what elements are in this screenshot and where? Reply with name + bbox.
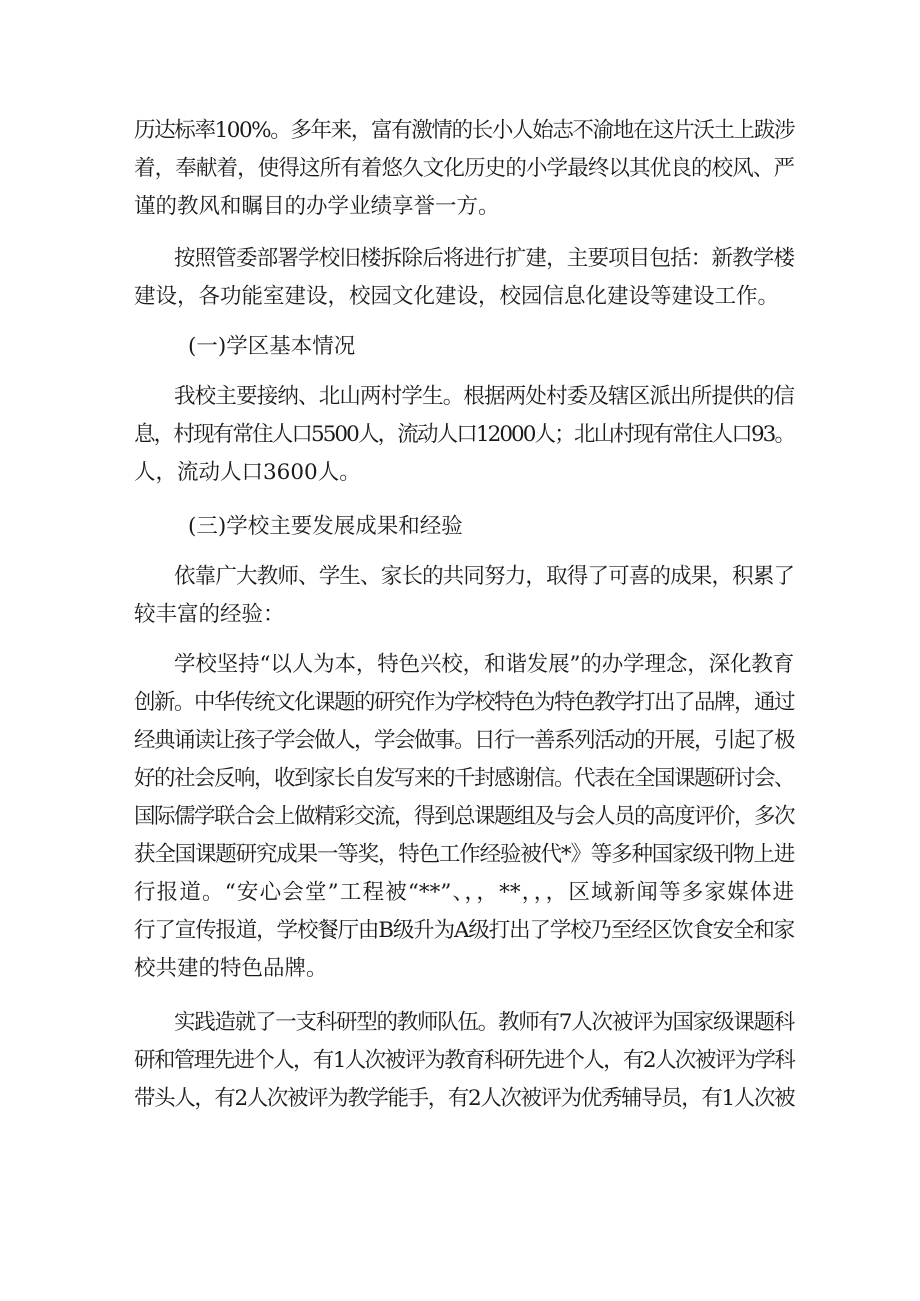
paragraph-6 [134,1004,794,1118]
text-line: 按照管委部署学校旧楼拆除后将进行扩建，主要项目包括：新教学楼 [174,246,794,271]
document-body [134,112,794,1118]
paragraph-1 [134,112,794,226]
paragraph-3 [134,378,794,492]
paragraph-5 [134,646,794,988]
text-line: 国际儒学联合会上做精彩交流，得到总课题组及与会人员的高度评价，多次 [134,804,795,829]
paragraph-2 [134,240,794,316]
text-line: 经典诵读让孩子学会做人，学会做事。日行一善系列活动的开展，引起了极 [134,728,795,753]
paragraph-4 [134,558,794,634]
text-line: 谨的教风和瞩目的办学业绩享誉一方。 [134,194,500,219]
text-line: 建设，各功能室建设，校园文化建设，校园信息化建设等建设工作。 [134,284,780,309]
text-line: 依靠广大教师、学生、家长的共同努力，取得了可喜的成果，积累了 [174,564,794,589]
text-line: 着，奉献着，使得这所有着悠久文化历史的小学最终以其优良的校风、严 [134,156,794,181]
text-line: 历达标率100%。多年来，富有激情的长小人始志不渝地在这片沃土上跋涉 [134,118,794,143]
text-line: 息，村现有常住人口5500人，流动人口12000人；北山村现有常住人口93。 [134,422,794,447]
text-line: 行报道。“安心会堂”工程被“**”、，，**，，，区域新闻等多家媒体进 [134,880,794,905]
text-line: 带头人，有2人次被评为教学能手，有2人次被评为优秀辅导员，有1人次被 [134,1086,794,1111]
section-heading-1: (一)学区基本情况 [188,334,356,359]
section-heading-2: (三)学校主要发展成果和经验 [188,514,463,539]
text-line: 获全国课题研究成果一等奖，特色工作经验被代*》等多种国家级刊物上进 [134,842,794,867]
text-line: 校共建的特色品牌。 [134,956,328,981]
text-line: 好的社会反响，收到家长自发写来的千封感谢信。代表在全国课题研讨会、 [134,766,795,791]
text-line: 人，流动人口3600人。 [134,460,361,485]
text-line: 我校主要接纳、北山两村学生。根据两处村委及辖区派出所提供的信 [174,384,794,409]
text-line: 学校坚持“以人为本，特色兴校，和谐发展”的办学理念，深化教育 [174,652,794,677]
text-line: 较丰富的经验： [134,602,285,627]
text-line: 实践造就了一支科研型的教师队伍。教师有7人次被评为国家级课题科 [174,1010,794,1035]
text-line: 研和管理先进个人，有1人次被评为教育科研先进个人，有2人次被评为学科 [134,1048,794,1073]
text-line: 创新。中华传统文化课题的研究作为学校特色为特色教学打出了品牌，通过 [134,690,795,715]
text-line: 行了宣传报道，学校餐厅由B级升为A级打出了学校乃至经区饮食安全和家 [134,918,794,943]
